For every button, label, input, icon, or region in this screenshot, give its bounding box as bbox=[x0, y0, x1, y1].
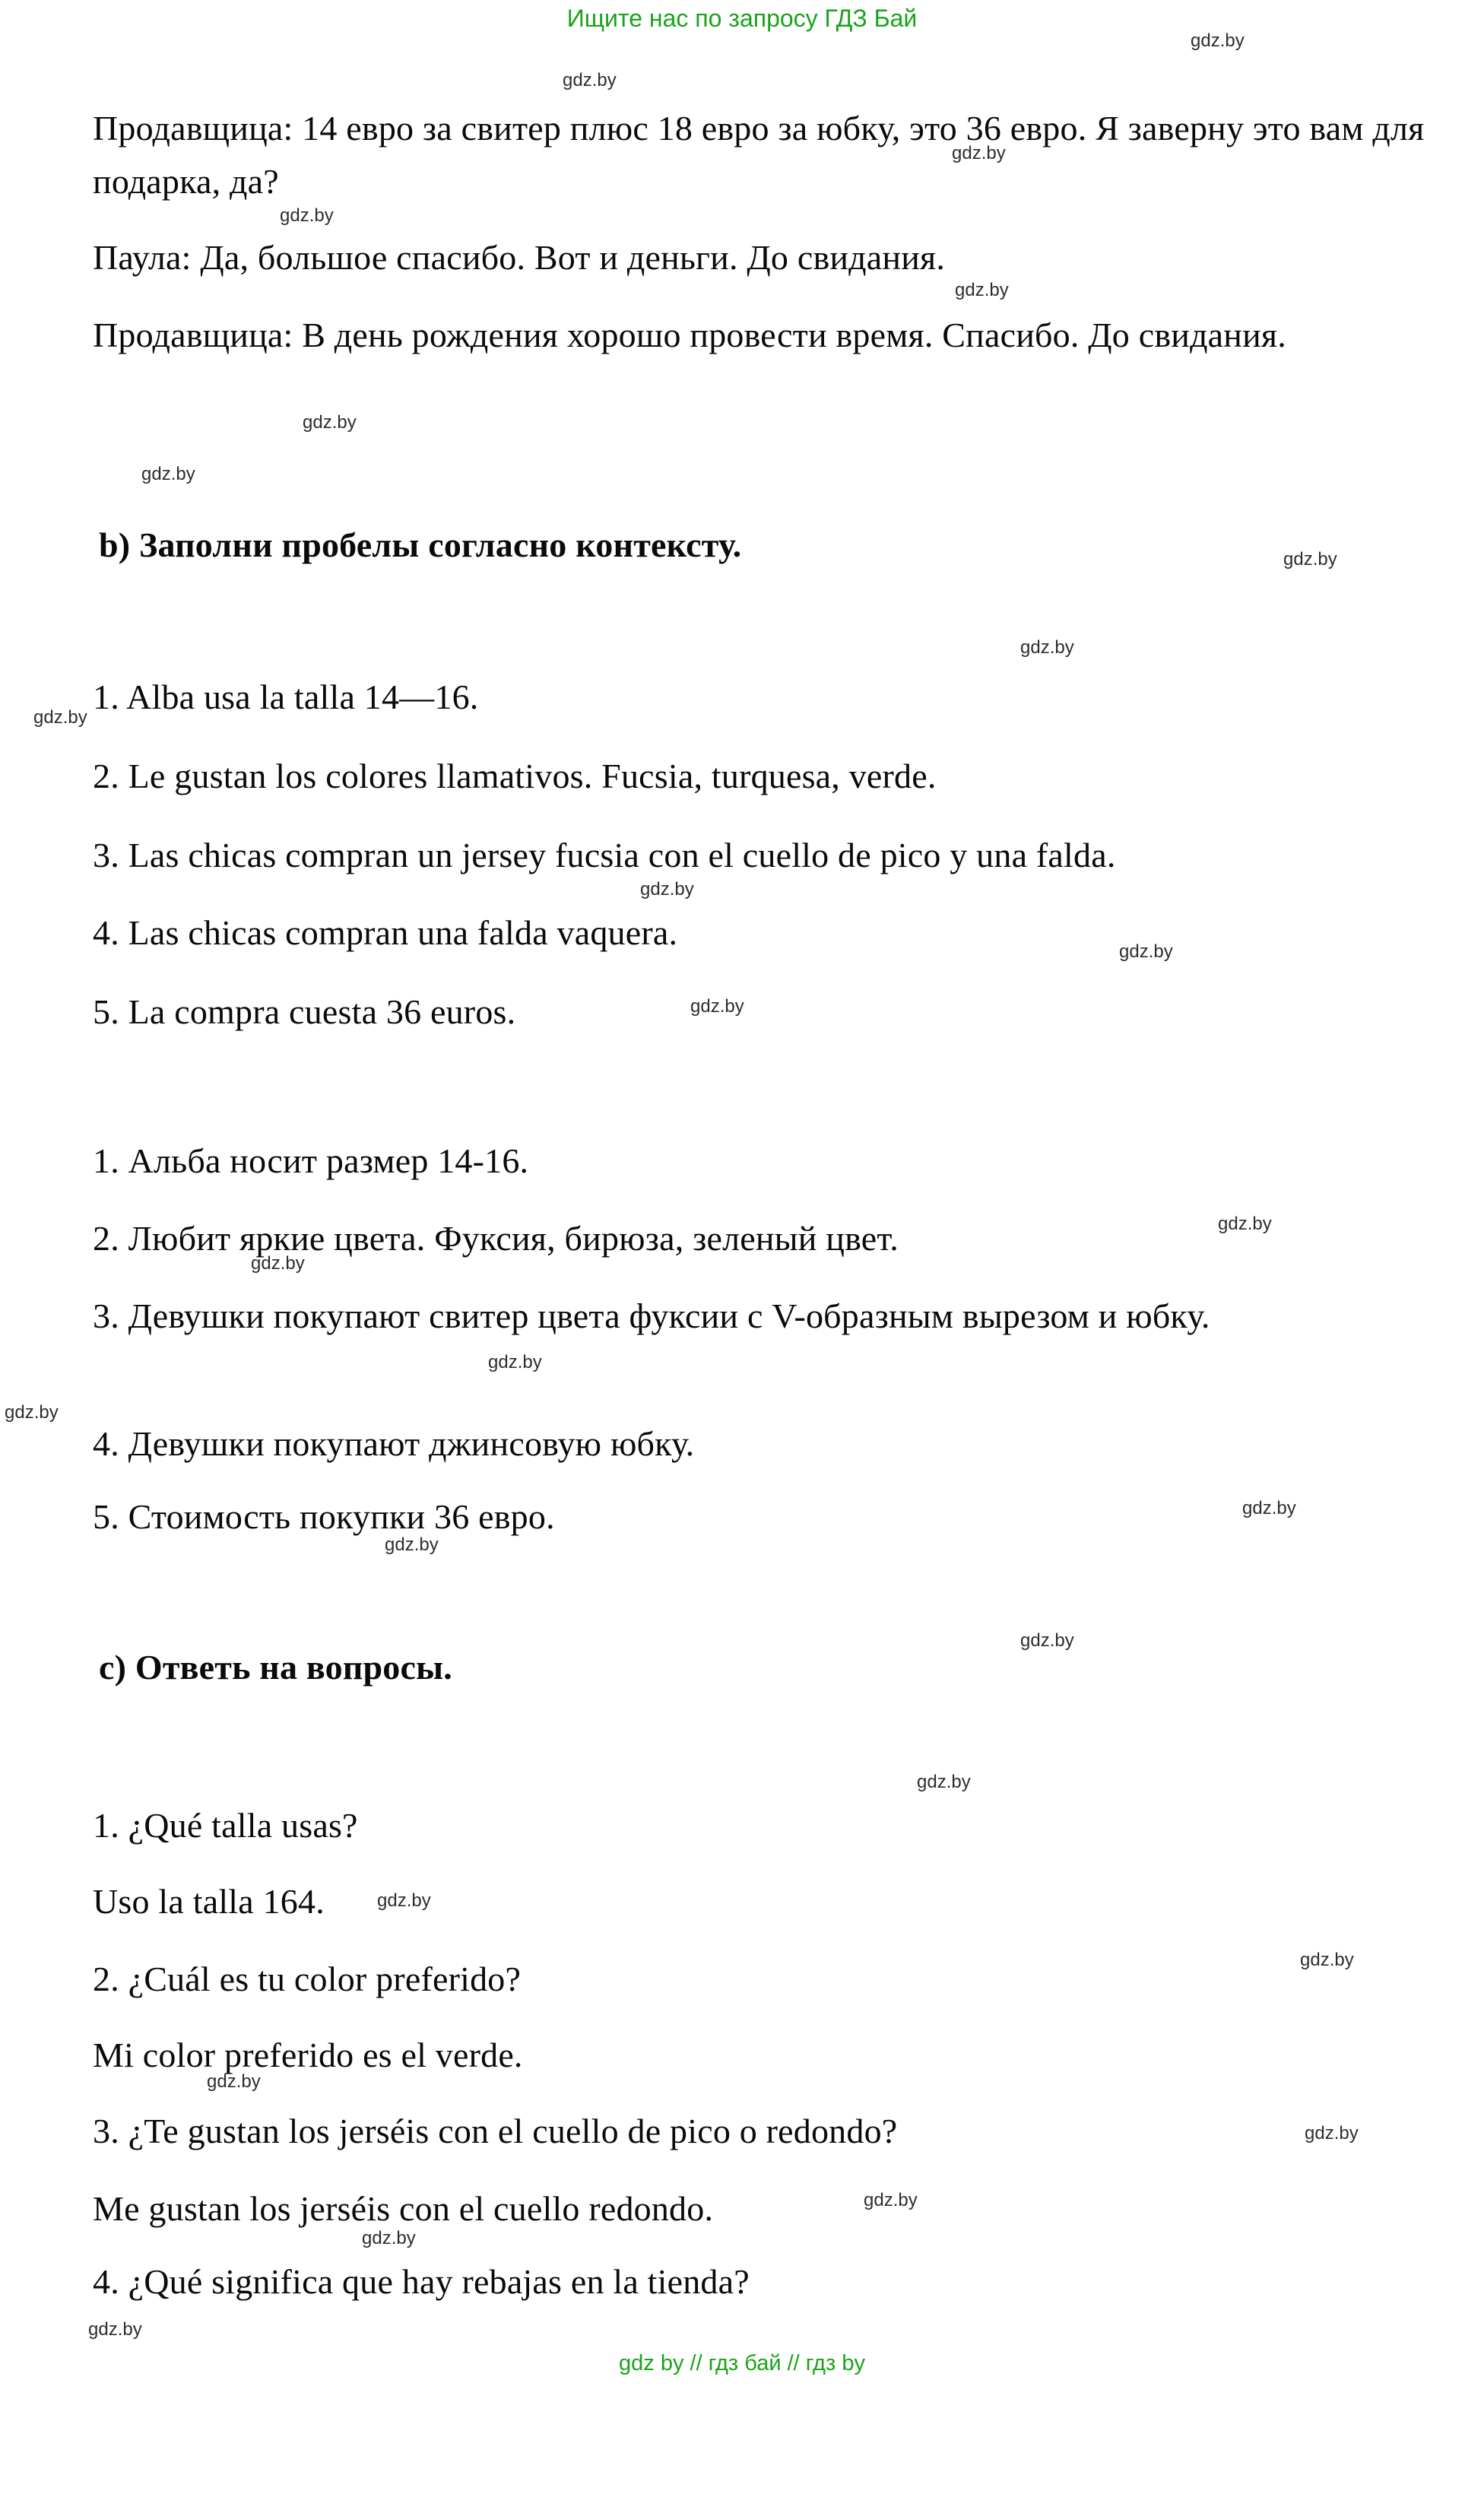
watermark-gdzby: gdz.by bbox=[280, 205, 334, 226]
watermark-gdzby: gdz.by bbox=[1305, 2123, 1359, 2144]
answer-ru-3: 3. Девушки покупают свитер цвета фуксии с V-образным вырезом и юбку. bbox=[93, 1296, 1210, 1335]
watermark-gdzby: gdz.by bbox=[640, 879, 694, 900]
watermark-gdzby: gdz.by bbox=[1191, 30, 1245, 51]
answer-es-4: 4. Las chicas compran una falda vaquera. bbox=[93, 913, 678, 952]
watermark-gdzby: gdz.by bbox=[1242, 1498, 1296, 1518]
question-4: 4. ¿Qué significa que hay rebajas en la tienda? bbox=[93, 2262, 750, 2301]
answer-es-1: 1. Alba usa la talla 14—16. bbox=[93, 678, 479, 716]
watermark-gdzby: gdz.by bbox=[207, 2071, 261, 2092]
watermark-gdzby: gdz.by bbox=[33, 707, 87, 728]
watermark-gdzby: gdz.by bbox=[5, 1402, 59, 1423]
watermark-gdzby: gdz.by bbox=[690, 996, 744, 1017]
dialog-line-paula: Паула: Да, большое спасибо. Вот и деньги. До свидания. bbox=[93, 238, 946, 277]
watermark-gdzby: gdz.by bbox=[1119, 941, 1173, 962]
dialog-line-saleswoman-2: Продавщица: В день рождения хорошо провести время. Спасибо. До свидания. bbox=[93, 316, 1286, 354]
answer-2: Mi color preferido es el verde. bbox=[93, 2036, 523, 2074]
answer-3: Me gustan los jerséis con el cuello redondo. bbox=[93, 2189, 714, 2228]
watermark-gdzby: gdz.by bbox=[1300, 1950, 1354, 1970]
answer-1: Uso la talla 164. bbox=[93, 1882, 325, 1921]
watermark-gdzby: gdz.by bbox=[303, 412, 357, 433]
answer-ru-5: 5. Стоимость покупки 36 евро. bbox=[93, 1497, 555, 1536]
answer-es-3: 3. Las chicas compran un jersey fucsia con el cuello de pico y una falda. bbox=[93, 836, 1116, 874]
question-1: 1. ¿Qué talla usas? bbox=[93, 1806, 358, 1845]
watermark-gdzby: gdz.by bbox=[1283, 549, 1337, 570]
watermark-gdzby: gdz.by bbox=[488, 1352, 542, 1373]
answer-ru-2: 2. Любит яркие цвета. Фуксия, бирюза, зеленый цвет. bbox=[93, 1219, 899, 1258]
answer-es-5: 5. La compra cuesta 36 euros. bbox=[93, 992, 516, 1031]
watermark-gdzby: gdz.by bbox=[864, 2190, 918, 2210]
question-3: 3. ¿Te gustan los jerséis con el cuello de pico o redondo? bbox=[93, 2112, 898, 2150]
watermark-gdzby: gdz.by bbox=[1020, 637, 1074, 658]
watermark-gdzby: gdz.by bbox=[955, 280, 1009, 300]
section-c-heading: c) Ответь на вопросы. bbox=[99, 1648, 452, 1687]
watermark-gdzby: gdz.by bbox=[88, 2319, 142, 2340]
watermark-gdzby: gdz.by bbox=[362, 2228, 416, 2248]
watermark-gdzby: gdz.by bbox=[1020, 1630, 1074, 1651]
watermark-gdzby: gdz.by bbox=[1218, 1214, 1272, 1234]
watermark-gdzby: gdz.by bbox=[141, 464, 195, 484]
bottom-banner: gdz by // гдз бай // гдз by bbox=[619, 2351, 865, 2375]
watermark-gdzby: gdz.by bbox=[563, 70, 617, 90]
watermark-gdzby: gdz.by bbox=[952, 143, 1006, 163]
answer-ru-4: 4. Девушки покупают джинсовую юбку. bbox=[93, 1424, 695, 1463]
watermark-gdzby: gdz.by bbox=[377, 1890, 431, 1911]
answer-ru-1: 1. Альба носит размер 14-16. bbox=[93, 1141, 529, 1180]
watermark-gdzby: gdz.by bbox=[385, 1534, 439, 1555]
question-2: 2. ¿Cuál es tu color preferido? bbox=[93, 1960, 522, 1998]
watermark-gdzby: gdz.by bbox=[251, 1253, 305, 1274]
dialog-line-saleswoman-1: Продавщица: 14 евро за свитер плюс 18 евро за юбку, это 36 евро. Я заверну это вам для подарка, да? bbox=[93, 109, 1425, 201]
top-banner: Ищите нас по запросу ГДЗ Бай bbox=[566, 5, 918, 32]
answer-es-2: 2. Le gustan los colores llamativos. Fucsia, turquesa, verde. bbox=[93, 757, 937, 795]
watermark-gdzby: gdz.by bbox=[917, 1772, 971, 1792]
section-b-heading: b) Заполни пробелы согласно контексту. bbox=[99, 525, 742, 564]
